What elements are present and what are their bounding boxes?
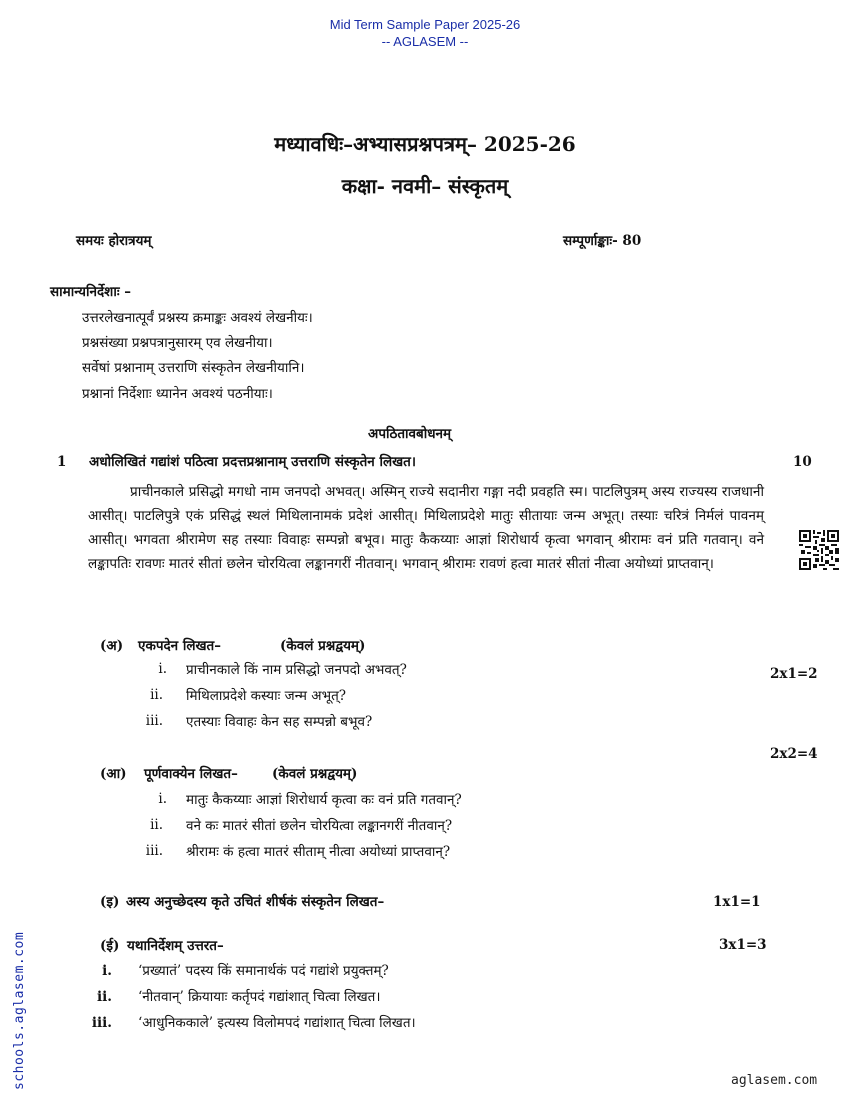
question-item: ‘प्रख्यातं’ पदस्य किं समानार्थकं पदं गद्यांशे प्रयुक्तम्? [138, 963, 389, 979]
header-line1: Mid Term Sample Paper 2025-26 [329, 17, 521, 32]
part-d-label: (ई) [100, 938, 120, 954]
instruction-item: सर्वेषां प्रश्नानाम् उत्तराणि संस्कृतेन लेखनीयानि। [82, 360, 305, 376]
question-item: मातुः कैकय्याः आज्ञां शिरोधार्य कृत्वा कः वनं प्रति गतवान्? [186, 792, 462, 808]
item-number: iii. [145, 843, 163, 859]
item-number: i. [102, 963, 112, 979]
item-number: i. [158, 661, 167, 677]
item-number: ii. [150, 687, 163, 703]
question-item: प्राचीनकाले किं नाम प्रसिद्धो जनपदो अभवत्? [186, 662, 407, 678]
question-item: ‘आधुनिककाले’ इत्यस्य विलोमपदं गद्यांशात् चित्वा लिखत। [138, 1015, 416, 1031]
part-d-heading: यथानिर्देशम् उत्तरत– [127, 938, 224, 954]
instruction-item: प्रश्नानां निर्देशाः ध्यानेन अवश्यं पठनीयाः। [82, 386, 273, 402]
part-c-heading: अस्य अनुच्छेदस्य कृते उचितं शीर्षकं संस्कृतेन लिखत– [126, 894, 385, 910]
time-label: समयः होरात्रयम् [76, 233, 152, 249]
item-number: iii. [145, 713, 163, 729]
section-title: अपठितावबोधनम् [368, 426, 452, 442]
page-subtitle: कक्षा- नवमी– संस्कृतम् [341, 174, 509, 198]
header-line2: -- AGLASEM -- [381, 34, 469, 49]
instruction-item: प्रश्नसंख्या प्रश्नपत्रानुसारम् एव लेखनीया। [82, 335, 273, 351]
page-title: मध्यावधिः–अभ्यासप्रश्नपत्रम्– 2025-26 [274, 132, 576, 156]
instruction-item: उत्तरलेखनात्पूर्वं प्रश्नस्य क्रमाङ्कः अवश्यं लेखनीयः। [82, 310, 313, 326]
part-a-note: (केवलं प्रश्नद्वयम्) [280, 638, 366, 654]
part-b-note: (केवलं प्रश्नद्वयम्) [272, 766, 358, 782]
question-text: अधोलिखितं गद्यांशं पठित्वा प्रदत्तप्रश्नानाम् उत्तराणि संस्कृतेन लिखत। [89, 454, 416, 470]
part-a-heading: एकपदेन लिखत– [138, 638, 221, 654]
part-a-label: (अ) [100, 638, 124, 654]
part-b-heading: पूर्णवाक्येन लिखत– [144, 766, 238, 782]
part-a-marks: 2x1=2 [770, 666, 818, 682]
question-item: ‘नीतवान्’ क्रियायाः कर्तृपदं गद्यांशात् चित्वा लिखत। [138, 989, 381, 1005]
part-c-label: (इ) [100, 894, 120, 910]
passage: प्राचीनकाले प्रसिद्धो मगधो नाम जनपदो अभवत्। अस्मिन् राज्ये सदानीरा गङ्गा नदी प्रवहति स्म। पाटलिपुत्रम् अस्य राज्यस्य राजधानी आसीत्। पाटलिपुत्रे एकं प्रसिद्धं स्थलं मिथिलानामकं प्रदेशं आसीत्। मिथिलाप्रदेशे मातुः सीतायाः जन्म अभूत्। तस्याः चरित्रं निर्मलं पावनम् आसीत्। भगवता श्रीरामेण सह तस्याः विवाहः सम्पन्नो बभूव। मातुः कैकय्याः आज्ञां शिरोधार्य कृत्वा भगवान् श्रीरामः वनं प्रति गतवान्। वने लङ्कापतिः रावणः मातरं सीतां छलेन चोरयित्वा लङ्कानगरीं नीतवान्। भगवान् श्रीरामः रावणं हत्वा मातरं सीतां नीत्वा अयोध्यां प्राप्तवान्। [88, 484, 764, 572]
question-marks: 10 [793, 454, 812, 470]
marks-label: सम्पूर्णाङ्काः- 80 [563, 233, 642, 249]
question-item: श्रीरामः कं हत्वा मातरं सीताम् नीत्वा अयोध्यां प्राप्तवान्? [186, 844, 451, 860]
footer-url: aglasem.com [731, 1073, 818, 1088]
part-b-marks: 2x2=4 [770, 746, 818, 762]
sidebar-url: schools.aglasem.com [12, 931, 27, 1090]
part-d-marks: 3x1=3 [719, 937, 767, 953]
part-b-label: (आ) [100, 766, 127, 782]
item-number: iii. [91, 1015, 112, 1031]
question-item: मिथिलाप्रदेशे कस्याः जन्म अभूत्? [186, 688, 347, 704]
item-number: ii. [97, 989, 112, 1005]
question-number: 1 [57, 454, 67, 470]
item-number: i. [158, 791, 167, 807]
question-item: एतस्याः विवाहः केन सह सम्पन्नो बभूव? [186, 714, 373, 730]
part-c-marks: 1x1=1 [713, 894, 761, 910]
qr-code-icon [799, 530, 839, 570]
instructions-heading: सामान्यनिर्देशाः – [50, 284, 132, 300]
item-number: ii. [150, 817, 163, 833]
question-item: वने कः मातरं सीतां छलेन चोरयित्वा लङ्कानगरीं नीतवान्? [186, 818, 453, 834]
